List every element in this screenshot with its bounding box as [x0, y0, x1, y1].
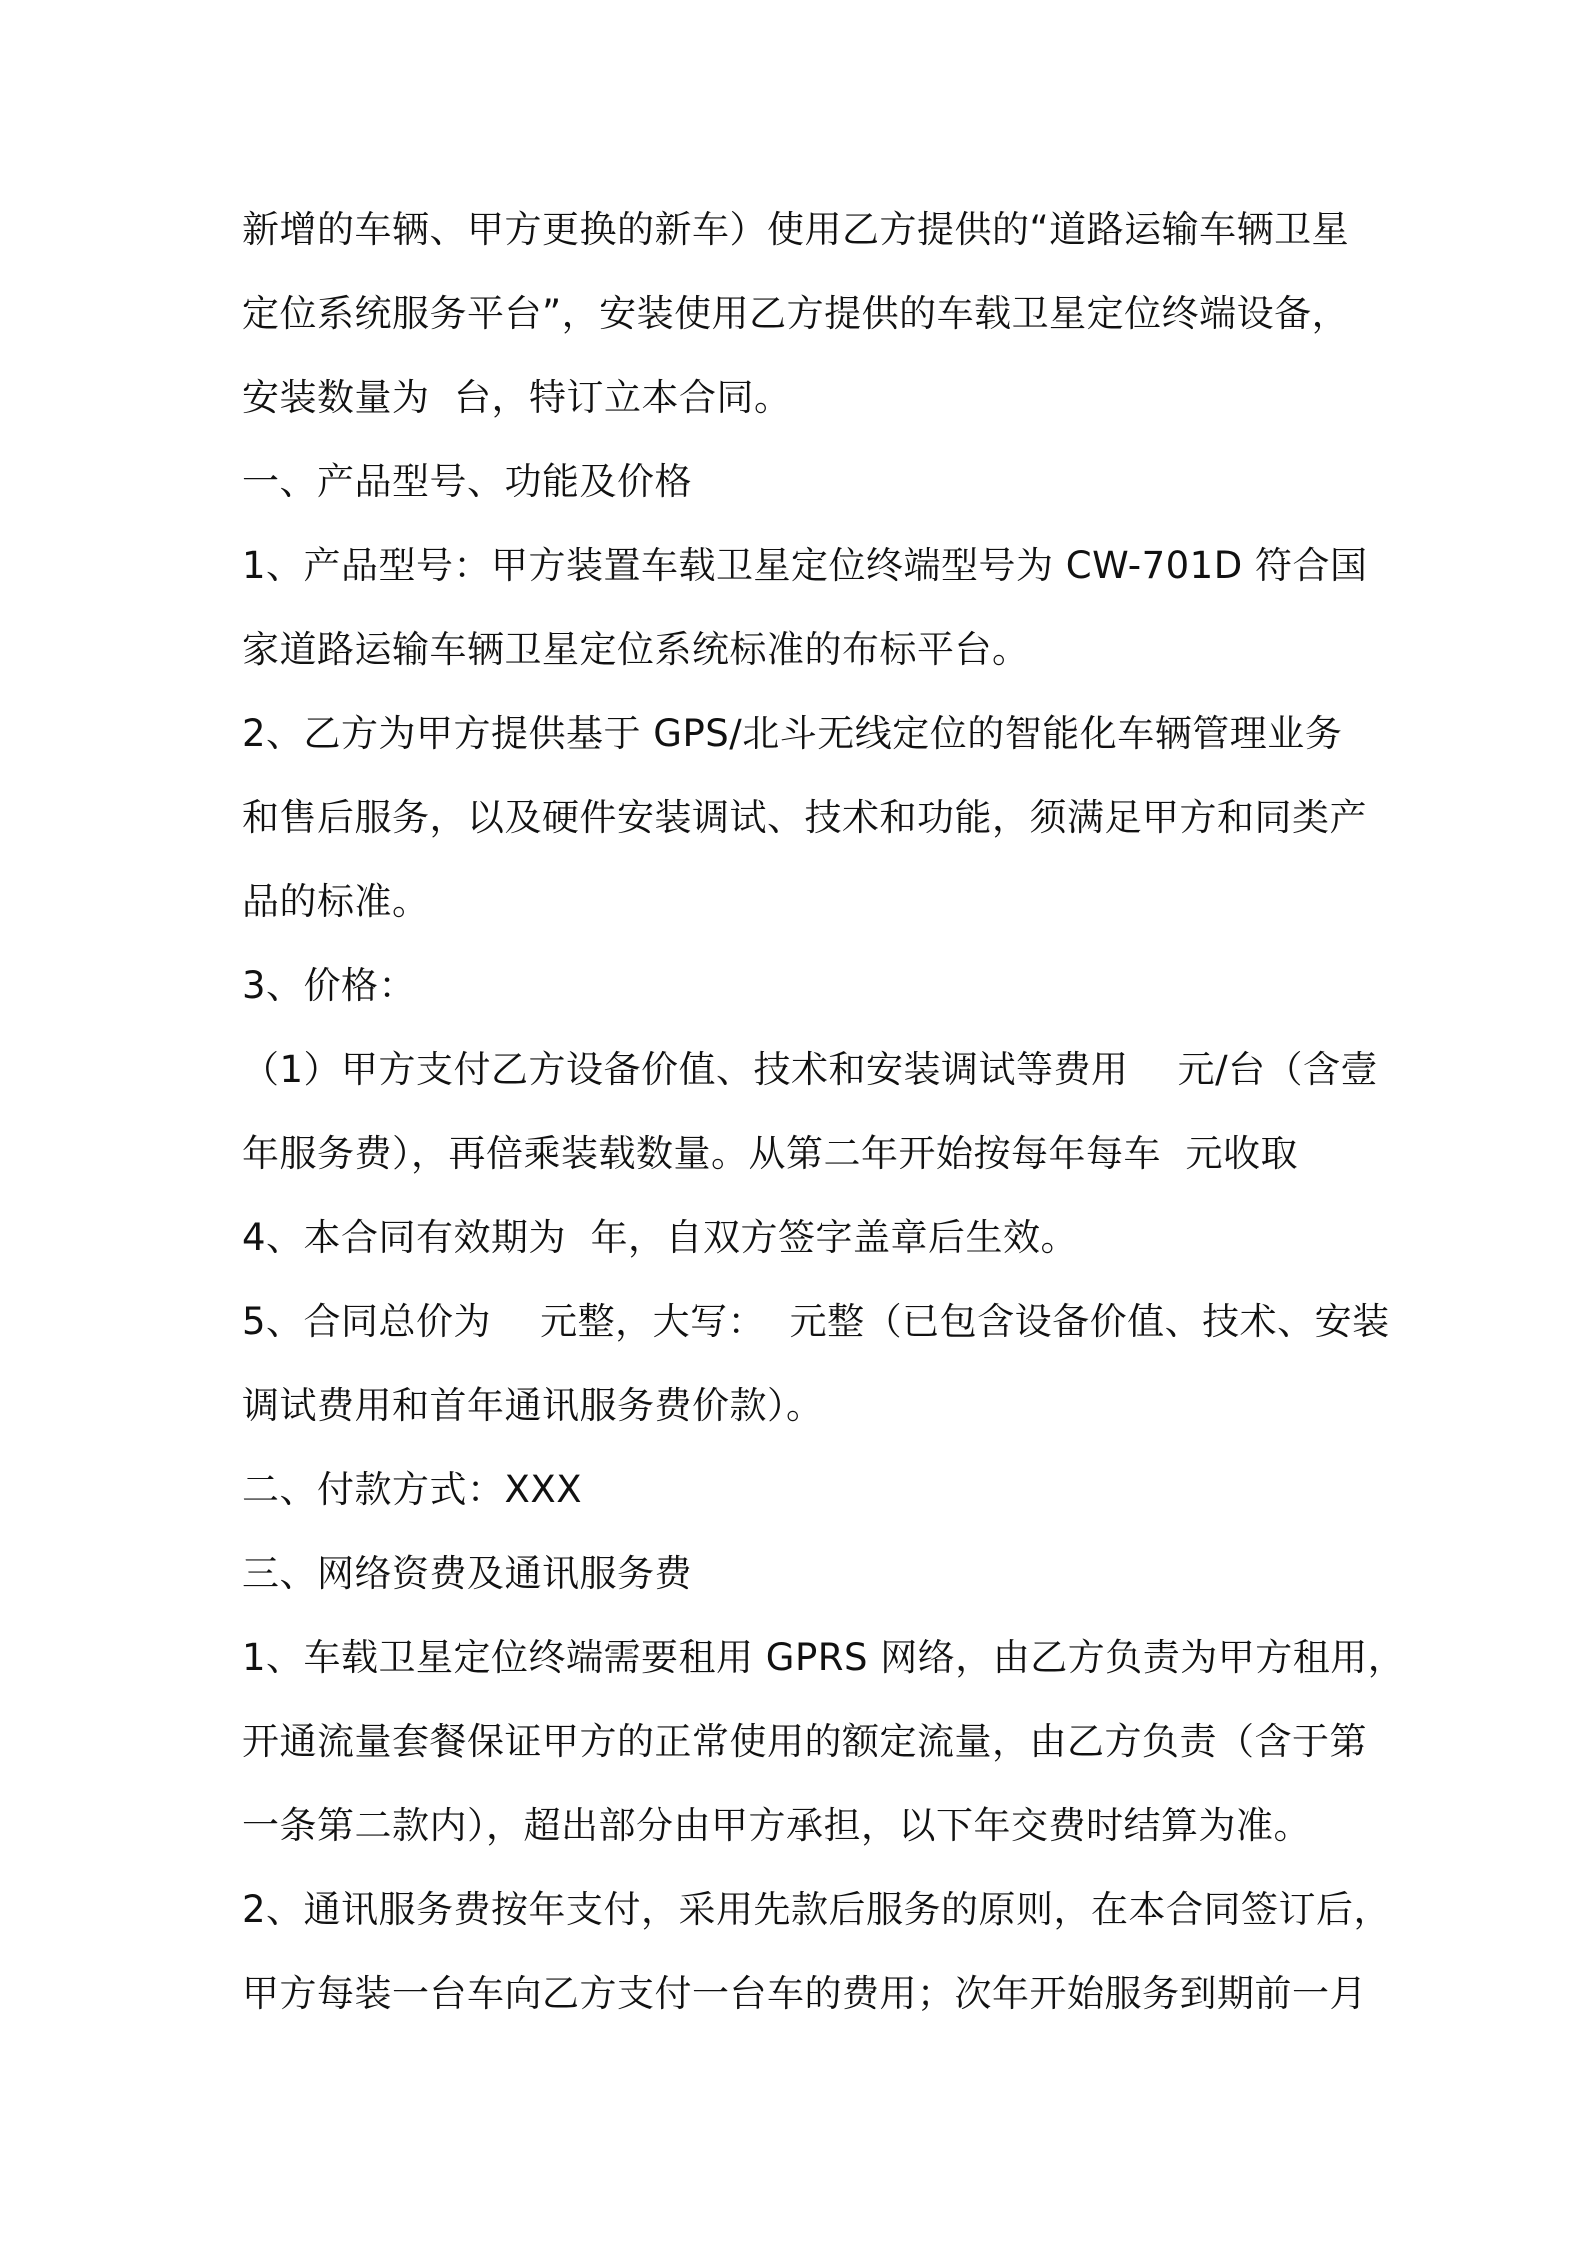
- text-line: 品的标准。: [242, 880, 430, 923]
- text-line: 定位系统服务平台”，安装使用乙方提供的车载卫星定位终端设备，: [242, 292, 1350, 335]
- section-heading-2: 二、付款方式：XXX: [242, 1468, 583, 1511]
- text-line: 和售后服务，以及硬件安装调试、技术和功能，须满足甲方和同类产: [242, 796, 1367, 839]
- section-heading-1: 一、产品型号、功能及价格: [242, 460, 692, 503]
- text-line: 2、通讯服务费按年支付，采用先款后服务的原则，在本合同签订后，: [242, 1888, 1392, 1931]
- contract-text-body: [242, 200, 1406, 2048]
- text-line: 开通流量套餐保证甲方的正常使用的额定流量，由乙方负责（含于第: [242, 1720, 1367, 1763]
- section-heading-3: 三、网络资费及通讯服务费: [242, 1552, 692, 1595]
- text-line: 年服务费），再倍乘装载数量。从第二年开始按每年每车 元收取: [242, 1132, 1299, 1175]
- text-line: 一条第二款内），超出部分由甲方承担，以下年交费时结算为准。: [242, 1804, 1311, 1847]
- text-line: 1、车载卫星定位终端需要租用 GPRS 网络，由乙方负责为甲方租用，: [242, 1636, 1406, 1679]
- text-line: 4、本合同有效期为 年，自双方签字盖章后生效。: [242, 1216, 1079, 1259]
- text-line: 甲方每装一台车向乙方支付一台车的费用；次年开始服务到期前一月: [242, 1972, 1367, 2015]
- text-line: 新增的车辆、甲方更换的新车）使用乙方提供的“道路运输车辆卫星: [242, 208, 1350, 251]
- text-line: 安装数量为 台，特订立本合同。: [242, 376, 792, 419]
- text-line: 家道路运输车辆卫星定位系统标准的布标平台。: [242, 628, 1030, 671]
- text-line: 5、合同总价为 元整，大写： 元整（已包含设备价值、技术、安装: [242, 1300, 1390, 1343]
- text-line: 2、乙方为甲方提供基于 GPS/北斗无线定位的智能化车辆管理业务: [242, 712, 1343, 755]
- text-line: 3、价格：: [242, 964, 417, 1007]
- text-line: 1、产品型号：甲方装置车载卫星定位终端型号为 CW-701D 符合国: [242, 544, 1368, 587]
- text-line: （1）甲方支付乙方设备价值、技术和安装调试等费用 元/台（含壹: [242, 1048, 1379, 1091]
- text-line: 调试费用和首年通讯服务费价款）。: [242, 1384, 824, 1427]
